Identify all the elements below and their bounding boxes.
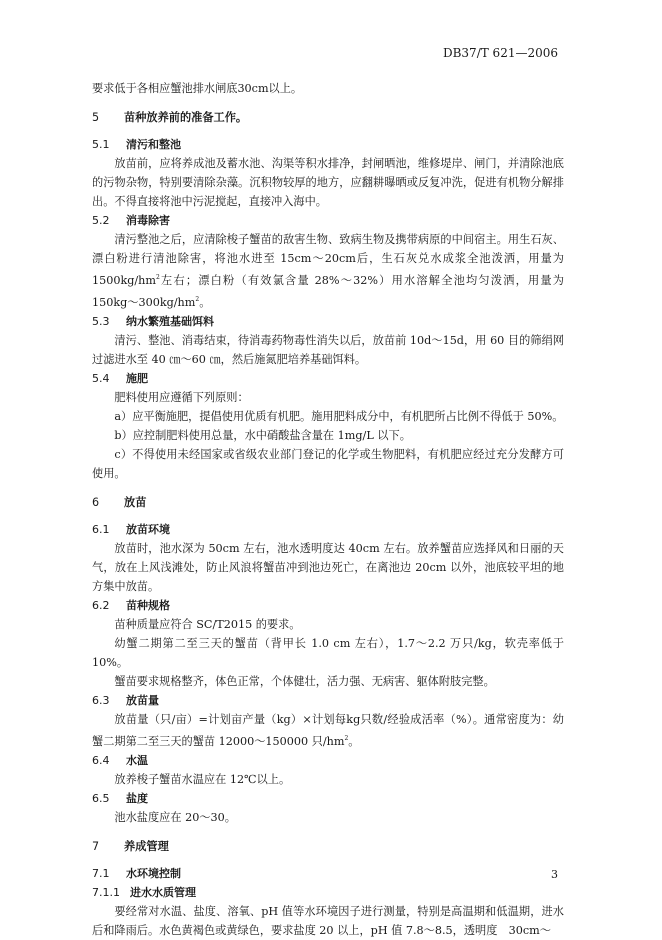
section-number: 6.4	[92, 754, 110, 767]
document-code: DB37/T 621—2006	[442, 46, 558, 60]
section-title: 水温	[126, 754, 148, 767]
section-title: 养成管理	[124, 840, 169, 853]
text-run: 。	[199, 296, 211, 309]
section-5-heading	[92, 108, 564, 127]
section-number: 5.1	[92, 138, 110, 151]
section-title: 放苗环境	[126, 523, 170, 536]
section-5-4-heading	[92, 369, 564, 388]
section-6-2-line: 蟹苗要求规格整齐，体色正常，个体健壮，活力强、无病害、躯体附肢完整。	[114, 675, 495, 688]
section-title: 进水水质管理	[130, 886, 196, 899]
section-7-1-heading	[92, 864, 564, 883]
section-5-2-heading	[92, 211, 564, 230]
section-6-1-body: 放苗时，池水深为 50cm 左右，池水透明度达 40cm 左右。放养蟹苗应选择风和日丽的天气，放在上风浅滩处，防止风浪将蟹苗冲到池边死亡，在离池边 20cm 以外，池底较平坦的地方集中放苗。	[92, 542, 564, 593]
section-6-4-heading	[92, 751, 564, 770]
section-number: 5.2	[92, 214, 110, 227]
superscript: 2	[195, 296, 200, 303]
section-title: 苗种规格	[126, 599, 170, 612]
section-number: 6.5	[92, 792, 110, 805]
section-title: 放苗量	[126, 694, 159, 707]
section-7-1-1-heading	[92, 883, 564, 902]
section-6-1-heading	[92, 520, 564, 539]
section-title: 清污和整池	[126, 138, 181, 151]
list-item: c）不得使用未经国家或省级农业部门登记的化学或生物肥料，有机肥应经过充分发酵方可使用。	[92, 448, 564, 480]
section-6-heading	[92, 493, 564, 512]
section-6-2-line: 幼蟹二期第二至三天的蟹苗（背甲长 1.0 cm 左右），1.7～2.2 万只/kg，软壳率低于 10%。	[92, 637, 564, 669]
text-run: 放苗量（只/亩）=计划亩产量（kg）×计划每kg只数/经验成活率（%）。通常密度为：幼蟹二期第二至三天的蟹苗 12000～150000 只/hm	[92, 713, 564, 748]
section-title: 施肥	[126, 372, 148, 385]
section-5-3-heading	[92, 312, 564, 331]
superscript: 2	[156, 274, 160, 281]
section-6-2-line: 苗种质量应符合 SC/T2015 的要求。	[114, 618, 301, 631]
list-item: b）应控制肥料使用总量，水中硝酸盐含量在 1mg/L 以下。	[114, 429, 411, 442]
section-7-heading	[92, 837, 564, 856]
superscript: 2	[344, 735, 349, 742]
section-5-3-body: 清污、整池、消毒结束，待消毒药物毒性消失以后，放苗前 10d～15d，用 60 目的筛绢网过滤进水至 40 ㎝～60 ㎝，然后施氮肥培养基础饵料。	[92, 334, 564, 366]
section-5-4-lead: 肥料使用应遵循下列原则：	[114, 391, 249, 404]
section-6-5-body: 池水盐度应在 20～30。	[114, 811, 236, 824]
section-6-3-heading	[92, 691, 564, 710]
section-title: 苗种放养前的准备工作。	[124, 111, 248, 124]
document-body	[92, 79, 564, 940]
section-title: 盐度	[126, 792, 148, 805]
section-7-1-1-body: 要经常对水温、盐度、溶氧、pH 值等水环境因子进行测量，特别是高温期和低温期，进水后和降雨后。水色黄褐色或黄绿色，要求盐度 20 以上，pH 值 7.8～8.5，透明度 30cm～	[92, 905, 564, 937]
section-number: 6.2	[92, 599, 110, 612]
section-number: 7.1	[92, 867, 110, 880]
section-number: 6	[92, 496, 100, 509]
text-run: 。	[348, 735, 360, 748]
section-6-4-body: 放养梭子蟹苗水温应在 12℃以上。	[114, 773, 291, 786]
text-run: 清污整池之后，应清除梭子蟹苗的敌害生物、致病生物及携带病原的中间宿主。用生石灰、漂白粉进行清池除害，将池水进至 15cm～20cm后，生石灰兑水成浆全池泼洒，用量为1500kg/hm	[92, 233, 564, 287]
section-number: 6.3	[92, 694, 110, 707]
section-title: 水环境控制	[126, 867, 181, 880]
section-6-2-heading	[92, 596, 564, 615]
section-5-1-heading	[92, 135, 564, 154]
list-item: a）应平衡施肥，提倡使用优质有机肥。施用肥料成分中，有机肥所占比例不得低于 50%。	[114, 410, 564, 423]
section-6-5-heading	[92, 789, 564, 808]
section-5-1-body: 放苗前，应将养成池及蓄水池、沟渠等积水排净，封闸晒池，维修堤岸、闸门，并清除池底的污物杂物，特别要清除杂藻。沉积物较厚的地方，应翻耕曝晒或反复冲洗，促进有机物分解排出。不得直接将池中污泥搅起，直接冲入海中。	[92, 157, 564, 208]
text-run: 左右；漂白粉（有效氯含量 28%～32%）用水溶解全池均匀泼洒，用量为 150kg～300kg/hm	[92, 274, 564, 309]
section-title: 放苗	[124, 496, 147, 509]
section-number: 7	[92, 840, 100, 853]
section-number: 5	[92, 111, 100, 124]
section-number: 7.1.1	[92, 886, 120, 899]
section-title: 消毒除害	[126, 214, 170, 227]
section-title: 纳水繁殖基础饵料	[126, 315, 214, 328]
intro-line: 要求低于各相应蟹池排水闸底30cm以上。	[92, 82, 303, 95]
section-number: 6.1	[92, 523, 110, 536]
section-number: 5.4	[92, 372, 110, 385]
section-5-2-body	[92, 230, 564, 312]
section-6-3-body	[92, 710, 564, 751]
section-number: 5.3	[92, 315, 110, 328]
page-number: 3	[551, 868, 558, 881]
